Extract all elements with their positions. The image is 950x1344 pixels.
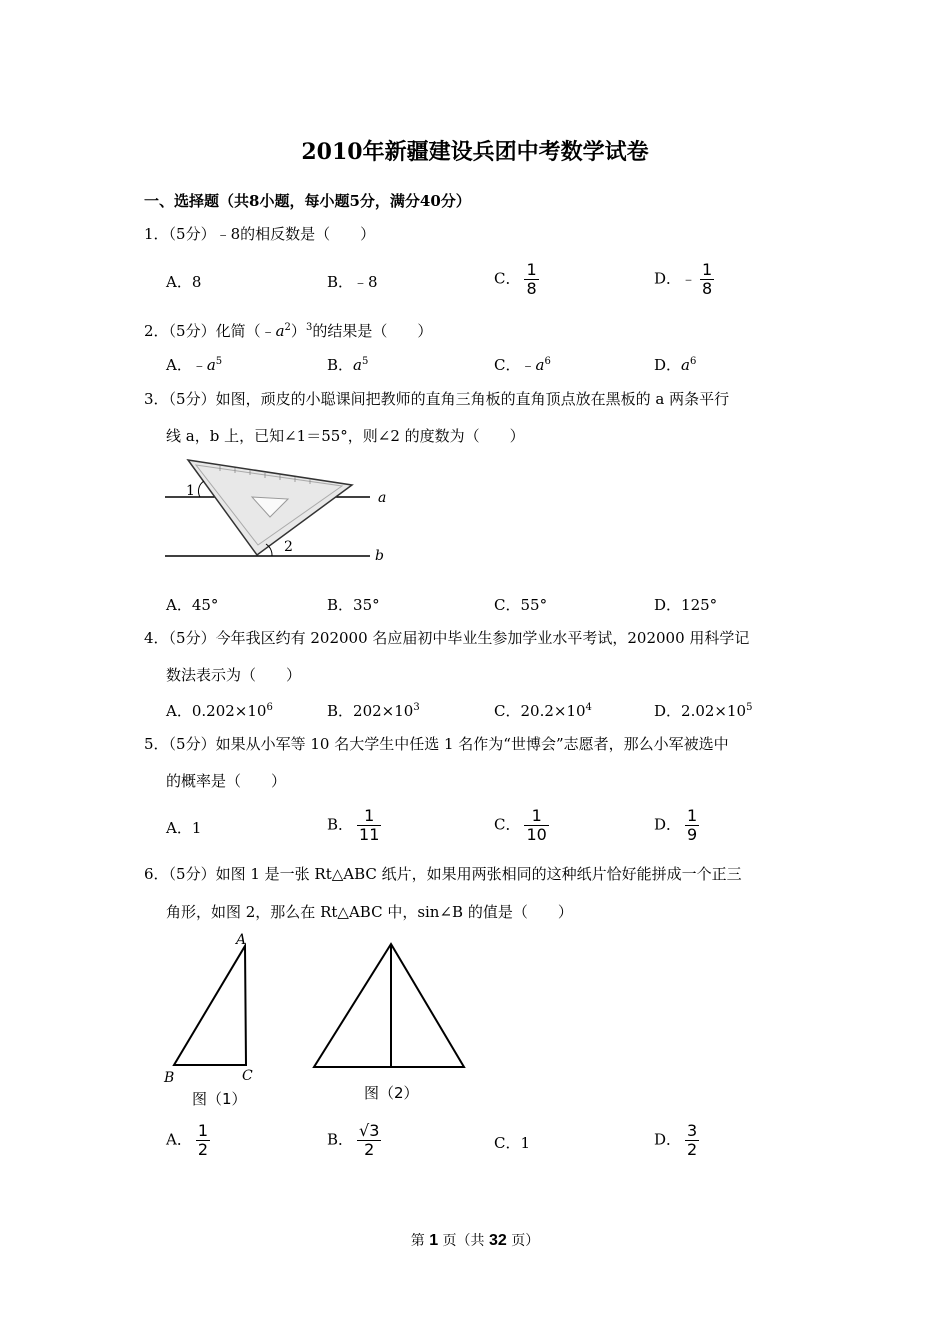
q6-option-c: C．1 (494, 1134, 531, 1152)
q1-option-d-fraction (700, 261, 714, 298)
q2-option-c (494, 354, 551, 375)
option-exp: 5 (215, 356, 223, 367)
question-5-line2: 的概率是（ ） (166, 772, 287, 790)
fraction-denominator: 2 (364, 1140, 375, 1159)
option-var: a (353, 356, 362, 374)
fraction-numerator: √3 (359, 1121, 380, 1140)
section-heading: 一、选择题（共8小题，每小题5分，满分40分） (144, 192, 471, 210)
vertex-label-b: B (164, 1070, 175, 1086)
option-text: C．20.2×10 (494, 702, 586, 720)
q4-option-c (494, 700, 592, 721)
option-exp: 5 (361, 356, 369, 367)
q5-option-c (494, 807, 549, 844)
q2-option-d (654, 354, 696, 375)
option-label: D． (654, 356, 682, 374)
option-exp: 6 (544, 356, 551, 367)
q3-option-b: B．35° (327, 596, 380, 614)
question-1-text: 1．（5分）﹣8的相反数是（ ） (144, 225, 376, 243)
q6-option-a (166, 1122, 210, 1159)
footer-page-number: 1 (429, 1232, 439, 1249)
page-title: 2010年新疆建设兵团中考数学试卷 (301, 139, 649, 165)
figure-1-caption: 图（1） (192, 1090, 247, 1108)
fraction-numerator: 1 (526, 260, 537, 279)
q6-figures (160, 928, 480, 1113)
fraction-denominator: 2 (197, 1140, 209, 1159)
footer-mid: 页（共 (442, 1233, 485, 1249)
option-exp: 6 (266, 702, 273, 713)
question-6-line2: 角形，如图 2，那么在 Rt△ABC 中，sin∠B 的值是（ ） (166, 903, 573, 921)
q6-option-b-fraction (357, 1122, 381, 1159)
option-exp: 4 (585, 702, 592, 713)
q1-option-d (654, 261, 714, 298)
q1-option-c-label: C． (494, 269, 521, 288)
vertex-label-a: A (236, 932, 247, 948)
fraction-denominator: 9 (687, 825, 698, 844)
question-4-line2: 数法表示为（ ） (166, 666, 302, 684)
q5-option-d-fraction (685, 807, 699, 844)
q2-option-a (166, 354, 222, 375)
q1-option-b: B．﹣8 (327, 273, 378, 291)
footer-post: 页） (511, 1233, 540, 1249)
q2-exp2: 3 (305, 322, 313, 333)
option-text: B．202×10 (327, 702, 414, 720)
q5-option-c-fraction (524, 807, 548, 844)
q5-option-b (327, 807, 381, 844)
option-exp: 6 (689, 356, 697, 367)
q3-option-c: C．55° (494, 596, 548, 614)
line-label-a: a (378, 490, 387, 506)
question-5-line1: 5．（5分）如果从小军等 10 名大学生中任选 1 名作为“世博会”志愿者，那么小军被选中 (144, 735, 729, 753)
option-label: B． (327, 1130, 354, 1149)
q5-option-a: A．1 (166, 819, 202, 837)
q5-option-d (654, 807, 699, 844)
question-3-line1: 3．（5分）如图，顽皮的小聪课间把教师的直角三角板的直角顶点放在黑板的 a 两条平行 (144, 390, 730, 408)
q3-option-a: A．45° (166, 596, 219, 614)
q6-option-a-fraction (196, 1122, 210, 1159)
q4-option-d (654, 700, 752, 721)
q6-option-b (327, 1122, 381, 1159)
fraction-numerator: 1 (702, 260, 713, 279)
option-label: C． (494, 815, 521, 834)
option-label: A．﹣ (166, 356, 207, 374)
question-4-line1: 4．（5分）今年我区约有 202000 名应届初中毕业生参加学业水平考试，202000 用科学记 (144, 629, 750, 647)
figure-2-caption: 图（2） (364, 1084, 419, 1102)
q1-option-a: A．8 (166, 273, 202, 291)
q1-option-d-label: D．﹣ (654, 269, 697, 288)
question-6-line1: 6．（5分）如图 1 是一张 Rt△ABC 纸片，如果用两张相同的这种纸片恰好能拼成一个正三 (144, 865, 742, 883)
q2-text-mid: ） (290, 322, 306, 340)
option-label: B． (327, 356, 354, 374)
fraction-denominator: 10 (526, 825, 547, 844)
fraction-denominator: 2 (687, 1140, 698, 1159)
option-text: D．2.02×10 (654, 702, 747, 720)
fraction-numerator: 3 (687, 1121, 698, 1140)
option-label: D． (654, 1130, 682, 1149)
q4-option-b (327, 700, 420, 721)
line-label-b: b (375, 548, 384, 564)
q2-text-pre: 2．（5分）化简（﹣ (144, 322, 276, 340)
q6-option-d (654, 1122, 699, 1159)
option-text: A．0.202×10 (166, 702, 267, 720)
option-var: a (681, 356, 690, 374)
q2-option-b (327, 354, 368, 375)
q4-option-a (166, 700, 273, 721)
question-2-text (144, 318, 432, 341)
vertex-label-c: C (242, 1068, 253, 1084)
angle-label-2: 2 (284, 539, 293, 555)
fraction-denominator: 11 (359, 825, 380, 844)
fraction-numerator: 1 (364, 806, 375, 825)
fraction-numerator: 1 (687, 806, 698, 825)
option-label: C．﹣ (494, 356, 536, 374)
page-footer (0, 1230, 950, 1250)
q3-figure (160, 455, 400, 565)
option-var: a (535, 356, 545, 374)
q2-var: a (275, 322, 285, 340)
q5-option-b-fraction (357, 807, 381, 844)
q3-option-d: D．125° (654, 596, 718, 614)
footer-total-pages: 32 (489, 1232, 507, 1249)
footer-pre: 第 (410, 1233, 425, 1249)
option-var: a (206, 356, 216, 374)
fraction-denominator: 8 (526, 279, 537, 298)
q1-option-c (494, 261, 539, 298)
angle-label-1: 1 (186, 483, 195, 499)
option-label: D． (654, 815, 682, 834)
fraction-numerator: 1 (197, 1121, 209, 1140)
option-exp: 5 (746, 702, 753, 713)
q1-option-c-fraction (524, 261, 538, 298)
option-label: A． (166, 1130, 192, 1149)
fraction-numerator: 1 (531, 806, 542, 825)
q6-option-d-fraction (685, 1122, 699, 1159)
question-3-line2: 线 a，b 上，已知∠1＝55°，则∠2 的度数为（ ） (166, 427, 525, 445)
q2-text-post: 的结果是（ ） (312, 322, 433, 340)
option-exp: 3 (413, 702, 420, 713)
fraction-denominator: 8 (702, 279, 713, 298)
option-label: B． (327, 815, 354, 834)
q2-exp: 2 (284, 322, 291, 333)
